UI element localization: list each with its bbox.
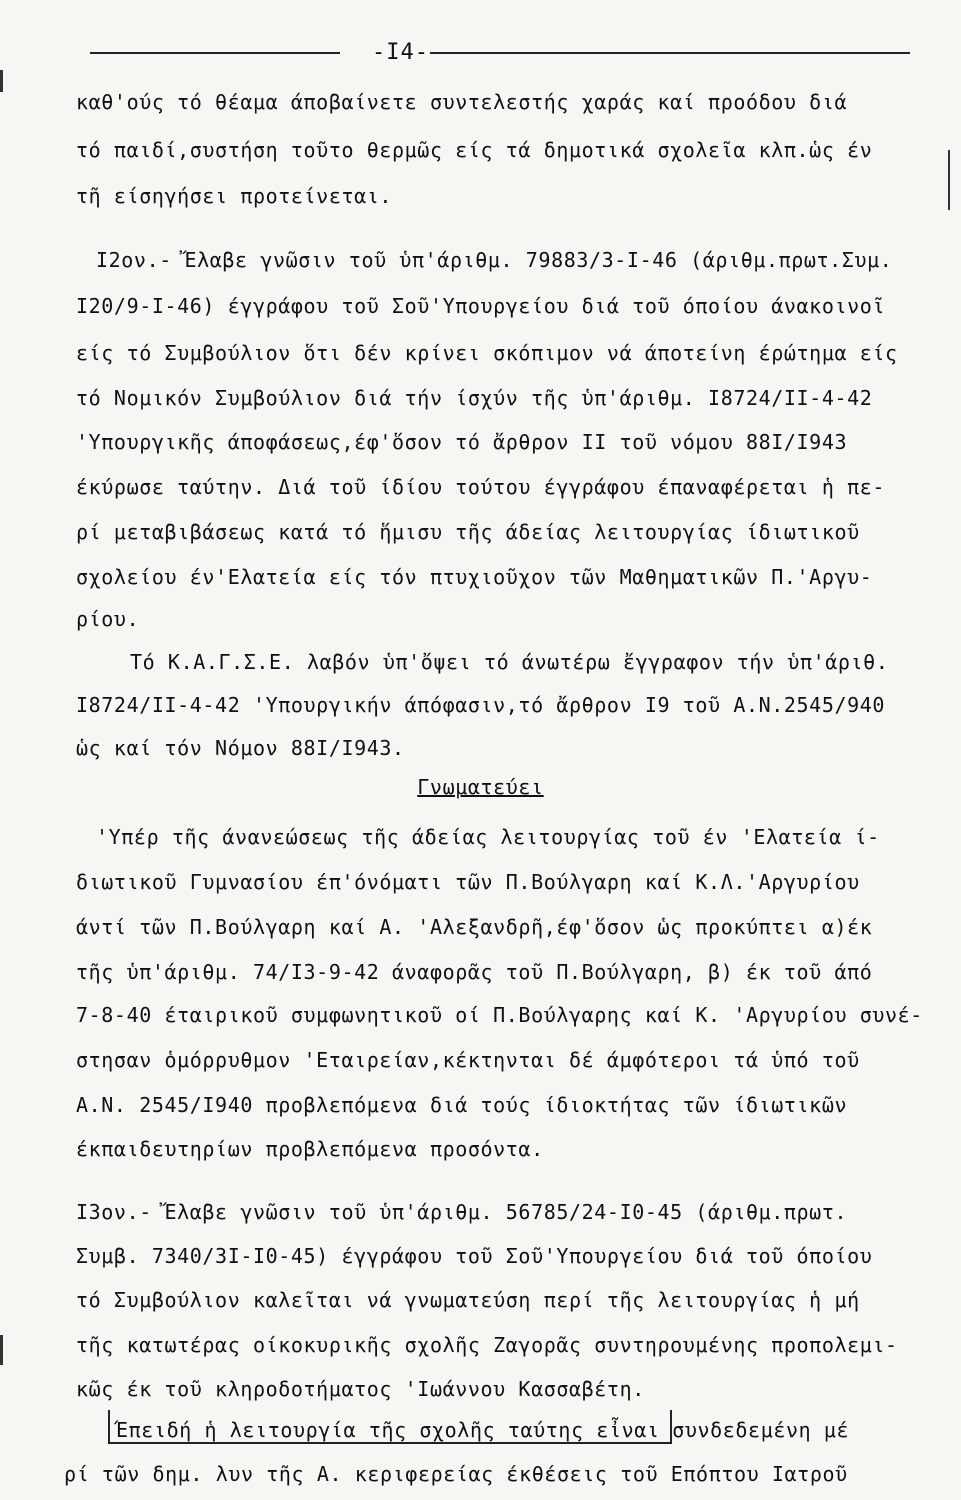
text-line: τό Νομικόν Συμβούλιον διά τήν ίσχύν τῆς ὑπ'άριθμ. I8724/II-4-42 (76, 386, 873, 410)
text-line: 'Υπουργικῆς άποφάσεως,έφ'ὅσον τό ἄρθρον II τοῦ νόμου 88I/I943 (76, 430, 848, 454)
text-line: είς τό Συμβούλιον ὅτι δέν κρίνει σκόπιμον νά άποτείνη έρώτημα είς (76, 341, 898, 365)
margin-mark (0, 1335, 3, 1365)
page-number: -I4- (372, 40, 429, 65)
page-header (90, 40, 910, 70)
text-line: τό παιδί,συστήση τοῦτο θερμῶς είς τά δημοτικά σχολεῖα κλπ.ὡς έν (76, 138, 873, 162)
text-line: τό Συμβούλιον καλεῖται νά γνωματεύση περί τῆς λειτουργίας ἡ μή (76, 1288, 860, 1312)
text-line: Τό Κ.Α.Γ.Σ.Ε. λαβόν ὑπ'ὄψει τό άνωτέρω ἔγγραφον τήν ὑπ'άριθ. (130, 650, 889, 674)
text-line: Συμβ. 7340/3I-I0-45) έγγράφου τοῦ Σοῦ'Υπουργείου διά τοῦ όποίου (76, 1244, 873, 1268)
text-line: έκπαιδευτηρίων προβλεπόμενα προσόντα. (76, 1137, 544, 1161)
text-line: ρί τῶν δημ. λυν τῆς Α. κεριφερείας έκθέσεις τοῦ Επόπτου Ιατροῦ (64, 1462, 848, 1486)
text-line: 7-8-40 έταιρικοῦ συμφωνητικοῦ οί Π.Βούλγαρης καί Κ. 'Αργυρίου συνέ- (76, 1003, 923, 1027)
text-line: 'Υπέρ τῆς άνανεώσεως τῆς άδείας λειτουργίας τοῦ έν 'Ελατεία ί- (96, 825, 880, 849)
text-line: ὡς καί τόν Νόμον 88I/I943. (76, 736, 405, 760)
text-line: στησαν ὁμόρρυθμον 'Εταιρείαν,κέκτηνται δέ άμφότεροι τά ὑπό τοῦ (76, 1048, 860, 1072)
text-line: Α.Ν. 2545/I940 προβλεπόμενα διά τούς ίδιοκτήτας τῶν ίδιωτικῶν (76, 1093, 848, 1117)
text-line: τῆς κατωτέρας οίκοκυρικῆς σχολῆς Ζαγορᾶς συντηρουμένης προπολεμι- (76, 1333, 898, 1357)
text-line: κῶς έκ τοῦ κληροδοτήματος 'Ιωάννου Κασσαβέτη. (76, 1377, 645, 1401)
text-line: ρί μεταβιβάσεως κατά τό ἥμισυ τῆς άδείας λειτουργίας ίδιωτικοῦ (76, 520, 860, 544)
text-line: Έπειδή ἡ λειτουργία τῆς σχολῆς ταύτης εἶναι συνδεδεμένη μέ (116, 1418, 850, 1442)
header-rule-left (90, 52, 340, 54)
margin-mark (0, 70, 3, 92)
text-line: ρίου. (76, 607, 140, 631)
text-line: διωτικοῦ Γυμνασίου έπ'όνόματι τῶν Π.Βούλγαρη καί Κ.Λ.'Αργυρίου (76, 870, 860, 894)
item-13-heading: I3ον.- Ἔλαβε γνῶσιν τοῦ ὑπ'άριθμ. 56785/24-I0-45 (άριθμ.πρωτ. (76, 1200, 848, 1224)
text-line: I8724/II-4-42 'Υπουργικήν άπόφασιν,τό ἄρθρον I9 τοῦ Α.Ν.2545/940 (76, 693, 886, 717)
text-line: σχολείου έν'Ελατεία είς τόν πτυχιοῦχον τῶν Μαθηματικῶν Π.'Αργυ- (76, 565, 873, 589)
text-line: τῆ είσηγήσει προτείνεται. (76, 184, 393, 208)
item-12-heading: I2ον.- Ἔλαβε γνῶσιν τοῦ ὑπ'άριθμ. 79883/3-I-46 (άριθμ.πρωτ.Συμ. (96, 248, 893, 272)
text-line: άντί τῶν Π.Βούλγαρη καί Α. 'Αλεξανδρῆ,έφ'ὅσον ὡς προκύπτει α)έκ (76, 915, 873, 939)
text-line: έκύρωσε ταύτην. Διά τοῦ ίδίου τούτου έγγράφου έπαναφέρεται ἡ πε- (76, 475, 886, 499)
decision-heading: Γνωματεύει (417, 775, 544, 799)
header-rule-right (430, 52, 910, 54)
text-line: καθ'ούς τό θέαμα άποβαίνετε συντελεστής χαράς καί προόδου διά (76, 90, 848, 114)
text-line: τῆς ὑπ'άριθμ. 74/I3-9-42 άναφορᾶς τοῦ Π.Βούλγαρη, β) έκ τοῦ άπό (76, 960, 873, 984)
text-line: I20/9-I-46) έγγράφου τοῦ Σοῦ'Υπουργείου διά τοῦ όποίου άνακοινοῖ (76, 294, 886, 318)
margin-mark (948, 150, 950, 210)
